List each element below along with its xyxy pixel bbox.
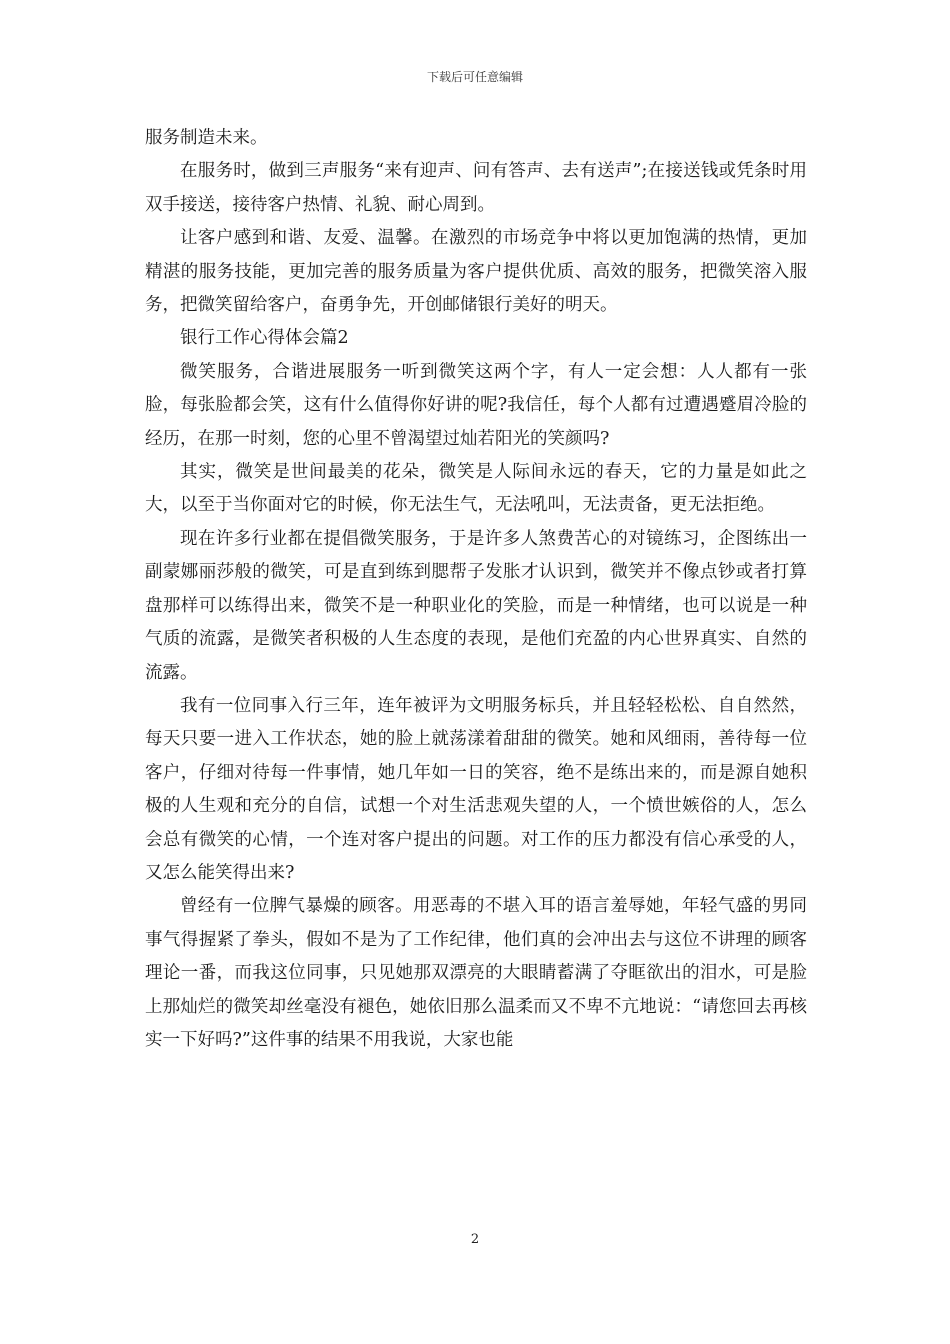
page-header: 下载后可任意编辑: [426, 70, 523, 84]
paragraph: 让客户感到和谐、友爱、温馨。在激烈的市场竞争中将以更加饱满的热情，更加精湛的服务技能，更加完善的服务质量为客户提供优质、高效的服务，把微笑溶入服务，把微笑留给客户，奋勇争先，开创邮储银行美好的明天。: [145, 228, 807, 316]
paragraph-continuation: 服务制造未来。: [145, 128, 268, 148]
paragraph: 现在许多行业都在提倡微笑服务，于是许多人煞费苦心的对镜练习，企图练出一副蒙娜丽莎般的微笑，可是直到练到腮帮子发胀才认识到，微笑并不像点钞或者打算盘那样可以练得出来，微笑不是一种职业化的笑脸，而是一种情绪，也可以说是一种气质的流露，是微笑者积极的人生态度的表现，是他们充盈的内心世界真实、自然的流露。: [145, 528, 807, 683]
paragraph: 我有一位同事入行三年，连年被评为文明服务标兵，并且轻轻松松、自自然然，每天只要一进入工作状态，她的脸上就荡漾着甜甜的微笑。她和风细雨，善待每一位客户，仔细对待每一件事情，她几年如一日的笑容，绝不是练出来的，而是源自她积极的人生观和充分的自信，试想一个对生活悲观失望的人，一个愤世嫉俗的人，怎么会总有微笑的心情，一个连对客户提出的问题。对工作的压力都没有信心承受的人，又怎么能笑得出来?: [145, 695, 807, 883]
paragraph: 其实，微笑是世间最美的花朵，微笑是人际间永远的春天，它的力量是如此之大，以至于当你面对它的时候，你无法生气，无法吼叫，无法责备，更无法拒绝。: [145, 462, 807, 516]
section-heading: 银行工作心得体会篇2: [180, 328, 349, 349]
paragraph: 曾经有一位脾气暴燥的顾客。用恶毒的不堪入耳的语言羞辱她，年轻气盛的男同事气得握紧了拳头，假如不是为了工作纪律，他们真的会冲出去与这位不讲理的顾客理论一番，而我这位同事，只见她那双漂亮的大眼睛蓄满了夺眶欲出的泪水，可是脸上那灿烂的微笑却丝毫没有褪色，她依旧那么温柔而又不卑不亢地说：“请您回去再核实一下好吗?”这件事的结果不用我说，大家也能: [145, 896, 807, 1050]
paragraph: 在服务时，做到三声服务“来有迎声、问有答声、去有送声”;在接送钱或凭条时用双手接送，接待客户热情、礼貌、耐心周到。: [145, 161, 807, 215]
paragraph: 微笑服务，合谐进展服务一听到微笑这两个字，有人一定会想：人人都有一张脸，每张脸都会笑，这有什么值得你好讲的呢?我信任，每个人都有过遭遇蹙眉冷脸的经历，在那一时刻，您的心里不曾渴望过灿若阳光的笑颜吗?: [145, 361, 807, 449]
page-number: 2: [470, 1232, 480, 1247]
document-body: [145, 122, 807, 1057]
